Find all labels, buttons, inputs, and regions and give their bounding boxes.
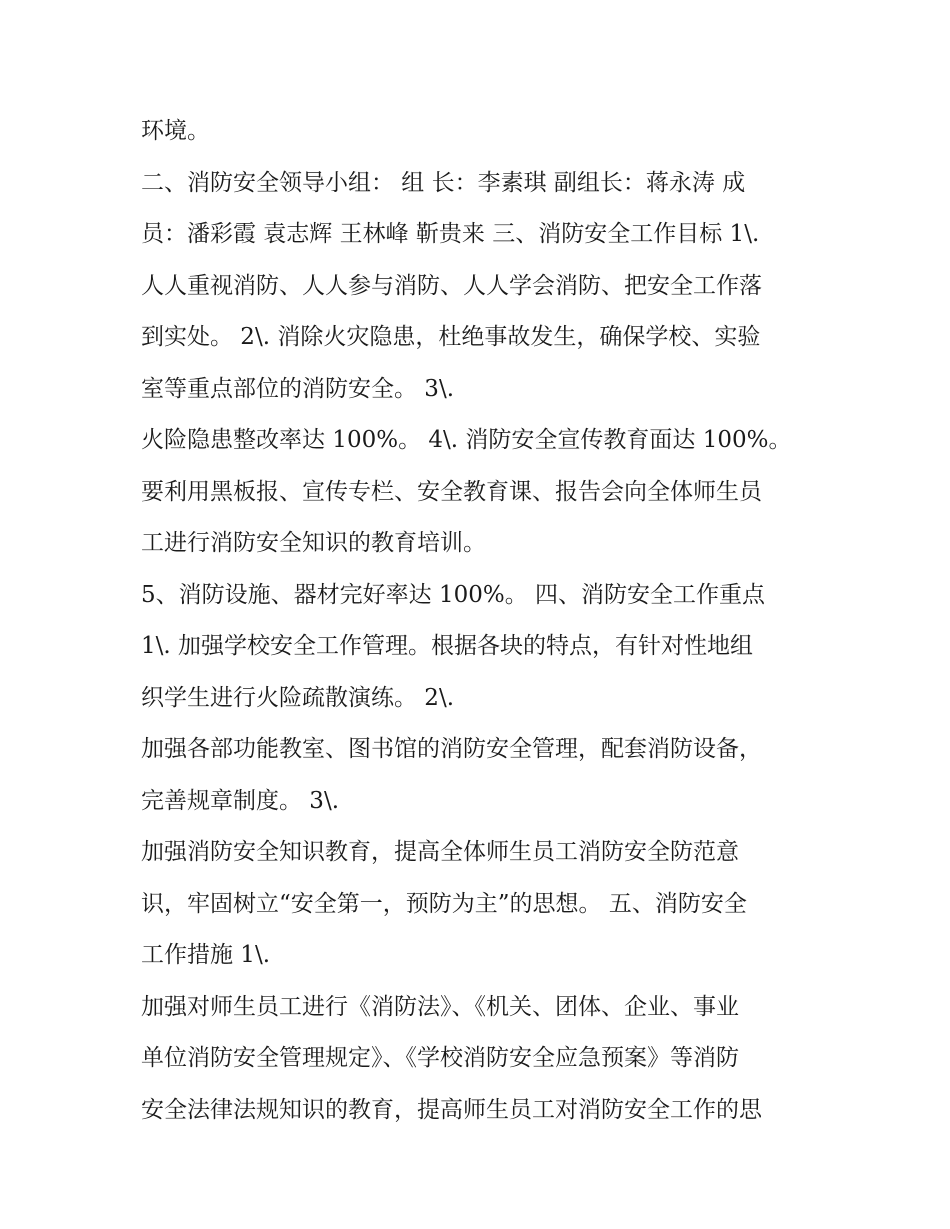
- text-line: 加强消防安全知识教育，提高全体师生员工消防安全防范意: [141, 839, 739, 865]
- text-line: 5、消防设施、器材完好率达 100%。 四、消防安全工作重点: [141, 581, 766, 608]
- text-line: 到实处。 2\. 消除火灾隐患，杜绝事故发生，确保学校、实验: [141, 324, 761, 350]
- text-line: 人人重视消防、人人参与消防、人人学会消防、把安全工作落: [141, 272, 762, 299]
- text-line: 工作措施 1\.: [141, 942, 271, 968]
- text-line: 识，牢固树立“安全第一，预防为主”的思想。 五、消防安全: [141, 890, 747, 917]
- text-line: 单位消防安全管理规定》、《学校消防安全应急预案》等消防: [141, 1045, 739, 1071]
- text-line: 环境。: [141, 118, 210, 144]
- text-line: 加强对师生员工进行《消防法》、《机关、团体、企业、事业: [141, 993, 739, 1020]
- text-line: 加强各部功能教室、图书馆的消防安全管理，配套消防设备，: [141, 736, 762, 762]
- text-line: 员：潘彩霞 袁志辉 王林峰 靳贵来 三、消防安全工作目标 1\.: [141, 221, 760, 247]
- text-line: 安全法律法规知识的教育，提高师生员工对消防安全工作的思: [141, 1096, 762, 1123]
- text-line: 室等重点部位的消防安全。 3\.: [141, 375, 455, 402]
- text-line: 1\. 加强学校安全工作管理。根据各块的特点，有针对性地组: [141, 633, 754, 659]
- body-text: [141, 106, 821, 1136]
- text-line: 工进行消防安全知识的教育培训。: [141, 530, 486, 556]
- text-line: 火险隐患整改率达 100%。 4\. 消防安全宣传教育面达 100%。: [141, 427, 792, 453]
- text-line: 织学生进行火险疏散演练。 2\.: [141, 684, 455, 711]
- text-line: 要利用黑板报、宣传专栏、安全教育课、报告会向全体师生员: [141, 478, 762, 505]
- text-line: 二、消防安全领导小组： 组 长：李素琪 副组长：蒋永涛 成: [141, 169, 746, 196]
- text-line: 完善规章制度。 3\.: [141, 787, 340, 814]
